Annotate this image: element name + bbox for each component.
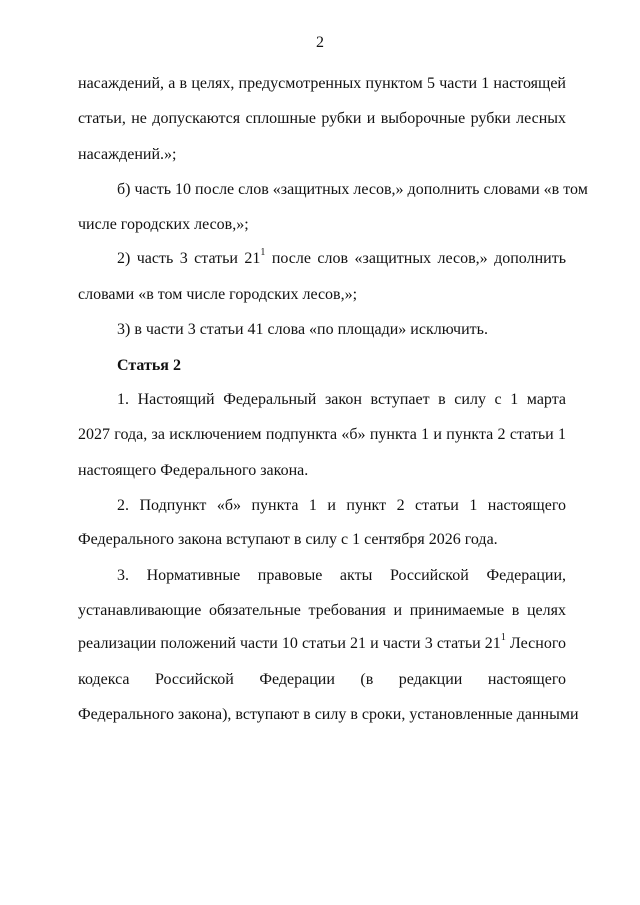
text-line: 1. Настоящий Федеральный закон вступает в силу с 1 марта (117, 391, 566, 408)
text-fragment: после слов «защитных лесов,» дополнить (265, 250, 566, 267)
text-line: настоящего Федерального закона. (78, 462, 309, 479)
page-number: 2 (316, 34, 324, 51)
text-fragment: реализации положений части 10 статьи 21 и части 3 статьи 21 (78, 635, 501, 652)
article-heading: Статья 2 (117, 357, 181, 374)
text-line: 3. Нормативные правовые акты Российской Федерации, (117, 567, 566, 584)
text-line: статьи, не допускаются сплошные рубки и выборочные рубки лесных (78, 110, 566, 127)
superscript: 1 (500, 631, 506, 643)
text-line: устанавливающие обязательные требования и принимаемые в целях (78, 602, 566, 619)
text-line: словами «в том числе городских лесов,»; (78, 286, 358, 303)
text-line: кодекса Российской Федерации (в редакции настоящего (78, 671, 566, 688)
text-line: насаждений.»; (78, 146, 177, 163)
text-fragment: 2) часть 3 статьи 21 (117, 250, 261, 267)
text-line (78, 631, 567, 654)
text-line: насаждений, а в целях, предусмотренных пунктом 5 части 1 настоящей (78, 75, 566, 92)
text-line: 3) в части 3 статьи 41 слова «по площади» исключить. (117, 321, 488, 338)
text-line: 2027 года, за исключением подпункта «б» пункта 1 и пункта 2 статьи 1 (78, 426, 566, 443)
text-line: Федерального закона), вступают в силу в сроки, установленные данными (78, 706, 579, 723)
text-fragment: Лесного (505, 635, 567, 652)
superscript: 1 (260, 246, 266, 258)
text-line: 2. Подпункт «б» пункта 1 и пункт 2 статьи 1 настоящего (117, 497, 566, 514)
text-line: числе городских лесов,»; (78, 216, 249, 233)
text-line: Федерального закона вступают в силу с 1 сентября 2026 года. (78, 531, 498, 548)
text-line (117, 246, 566, 269)
text-line: б) часть 10 после слов «защитных лесов,» дополнить словами «в том (117, 181, 588, 198)
